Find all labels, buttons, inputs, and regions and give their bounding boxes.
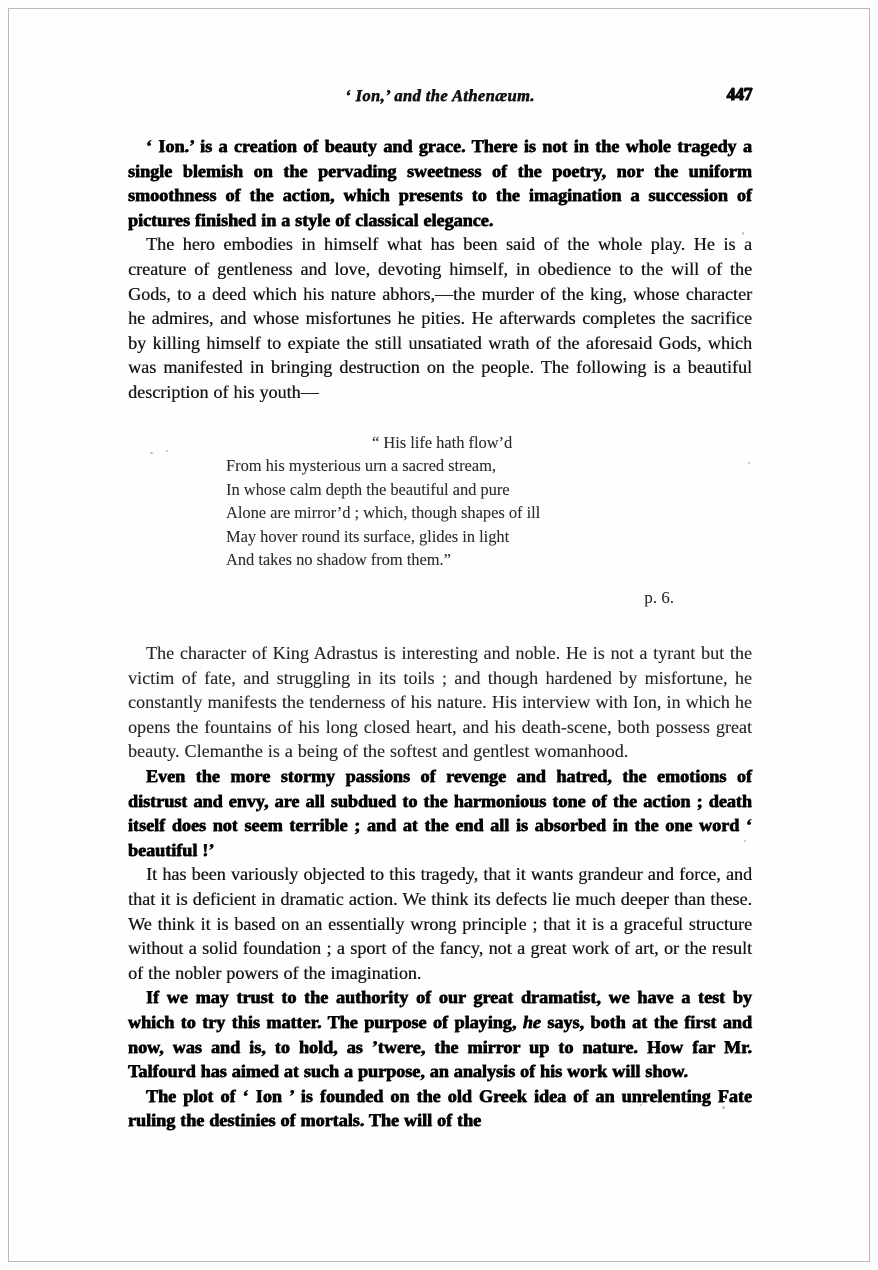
- paragraph-king-adrastus: The character of King Adrastus is interesting and noble. He is not a tyrant but the victim of fate, and struggling in its toils ; and though hardened by misfortune, he constantly manifests the tenderness of his nature. His interview with Ion, in which he opens the fountains of his long closed heart, and his death-scene, both possess great beauty. Clemanthe is a being of the softest and gentlest womanhood.: [128, 643, 752, 762]
- paragraph-dramatist-test: [128, 985, 752, 1083]
- paragraph-the-hero: The hero embodies in himself what has been said of the whole play. He is a creature of gentleness and love, devoting himself, in obedience to the will of the Gods, to a deed which his nature abhors,—the murder of the king, whose character he admires, and whose misfortunes he pities. He afterwards completes the sacrifice by killing himself to expiate the still unsatiated wrath of the aforesaid Gods, which was manifested in bringing destruction on the people. The following is a beautiful description of his youth—: [128, 234, 752, 402]
- verse-line: “ His life hath flow’d: [372, 432, 513, 452]
- verse-line: In whose calm depth the beautiful and pure: [226, 479, 510, 499]
- page-folio-number: 447: [726, 84, 752, 104]
- paragraph-dramatist-emphasis: he: [522, 1011, 541, 1032]
- verse-quotation: [128, 431, 752, 610]
- running-head: [128, 86, 752, 120]
- text-block: [128, 86, 752, 1133]
- verse-citation: p. 6.: [644, 587, 674, 607]
- paragraph-dramatist-lead: If we may trust to the authority of our great dramatist, we have a test by which to try this matter. The purpose of playing,: [128, 987, 752, 1032]
- verse-line: May hover round its surface, glides in light: [226, 526, 510, 546]
- verse-line: From his mysterious urn a sacred stream,: [226, 456, 496, 476]
- paragraph-dramatist-tail: says, both at the first and now, was and is, to hold, as ’twere, the mirror up to nature. How far Mr. Talfourd has aimed at such a purpose, an analysis of his work will show.: [128, 1011, 753, 1082]
- paragraph-stormy-passions: Even the more stormy passions of revenge and hatred, the emotions of distrust and envy, are all subdued to the harmonious tone of the action ; death itself does not seem terrible ; and at the end all is absorbed in the one word ‘ beautiful !’: [128, 766, 752, 860]
- verse-line: Alone are mirror’d ; which, though shapes of ill: [226, 503, 541, 523]
- paragraph-ion-creation: ‘ Ion.’ is a creation of beauty and grace. There is not in the whole tragedy a single blemish on the pervading sweetness of the poetry, nor the uniform smoothness of the action, which presents to the imagination a succession of pictures finished in a style of classical elegance.: [128, 136, 752, 230]
- paragraph-objections: It has been variously objected to this tragedy, that it wants grandeur and force, and that it is deficient in dramatic action. We think its defects lie much deeper than these. We think it is based on an essentially wrong principle ; that it is a graceful structure without a solid foundation ; a sport of the fancy, not a great work of art, or the result of the nobler powers of the imagination.: [128, 864, 752, 983]
- paragraph-plot-of-ion: The plot of ‘ Ion ’ is founded on the old Greek idea of an unrelenting Fate ruling the destinies of mortals. The will of the: [128, 1085, 752, 1131]
- running-head-title: ‘ Ion,’ and the Athenæum.: [345, 86, 535, 105]
- prose-body: [128, 134, 752, 1133]
- verse-line: And takes no shadow from them.”: [226, 550, 451, 570]
